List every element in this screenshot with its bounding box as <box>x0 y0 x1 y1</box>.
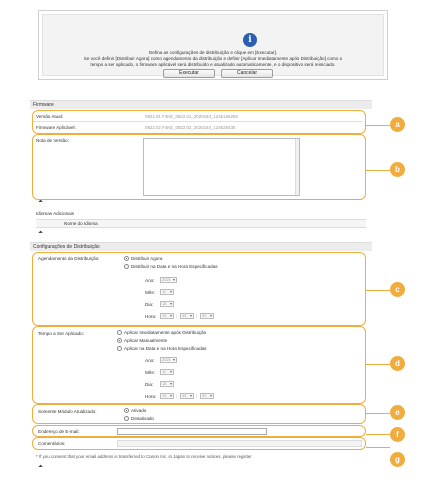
chevron-down-icon: ▾ <box>209 393 212 398</box>
month-label: Mês: <box>145 290 155 295</box>
module-only-label: Somente Módulo Atualizado: <box>38 409 97 414</box>
highlight-g <box>32 437 366 450</box>
day-value: 18 <box>162 301 167 306</box>
chevron-down-icon: ▾ <box>209 313 212 318</box>
apply-time-label: Tempo a Ser Aplicado: <box>38 331 84 336</box>
highlight-e <box>32 404 366 424</box>
day-value: 18 <box>162 381 167 386</box>
callout-d: d <box>390 356 405 371</box>
highlight-a <box>32 110 366 134</box>
chevron-down-icon: ▾ <box>172 277 175 282</box>
comments-label: Comentários: <box>38 441 66 446</box>
month-value: 11 <box>162 369 167 374</box>
highlight-d <box>32 326 366 404</box>
info-dialog <box>38 10 388 80</box>
email-consent-note: * If you consent that your email address is transferred to Canon Inc. in Japan to receive notices, please register <box>36 454 252 459</box>
callout-line-g <box>366 447 390 448</box>
distribution-section-header: Configurações de Distribuição <box>30 242 372 251</box>
month-value: 11 <box>162 289 167 294</box>
collapse-chevron-icon[interactable]: ⏶ <box>38 230 43 236</box>
hour-label: Hora: <box>145 314 157 319</box>
time-separator: : <box>196 394 198 399</box>
callout-line-d <box>366 364 390 365</box>
highlight-f <box>32 425 366 437</box>
info-panel <box>42 14 384 76</box>
chevron-down-icon: ▾ <box>172 357 175 362</box>
callout-e: e <box>390 405 405 420</box>
module-disabled-label: Desativado <box>131 416 154 421</box>
chevron-down-icon: ▾ <box>169 369 172 374</box>
module-enabled-label: Ativado <box>131 408 147 413</box>
chevron-down-icon: ▾ <box>169 393 172 398</box>
distribute-now-label: Distribuir Agora <box>131 256 163 261</box>
day-label: Dia: <box>145 302 154 307</box>
year-label: Ano: <box>145 278 155 283</box>
callout-line-f <box>366 434 390 435</box>
highlight-b <box>32 134 366 200</box>
callout-g: g <box>390 452 405 467</box>
callout-f: f <box>390 427 405 442</box>
firmware-section-header: Firmware <box>30 100 372 109</box>
time-separator: : <box>176 394 178 399</box>
callout-a: a <box>390 117 405 132</box>
year-value: 2021 <box>162 277 171 282</box>
callout-b: b <box>390 162 405 177</box>
info-line-1: Defina as configurações de distribuição e clique em [Executar]. <box>148 50 278 55</box>
minute-value: 45 <box>182 393 187 398</box>
release-notes-label: Nota de Versão: <box>36 138 69 143</box>
collapse-chevron-icon[interactable]: ⏶ <box>38 464 43 470</box>
hour-value: 15 <box>162 313 167 318</box>
email-label: Endereço de E-mail: <box>38 429 80 434</box>
apply-immediately-label: Aplicar Imediatamente após Distribuição <box>124 330 207 335</box>
hour-label: Hora: <box>145 394 157 399</box>
info-line-3: tempo a ser aplicado, o firmware aplicável será distribuído e atualizado automaticamente, e o dispositivo será reiniciado. <box>90 62 336 67</box>
additional-languages-title: Idiomas Adicionais <box>36 211 75 216</box>
chevron-down-icon: ▾ <box>169 313 172 318</box>
day-label: Dia: <box>145 382 154 387</box>
current-version-value: 0822.01 F4KE_0822.01_2020184_1246166269 <box>145 114 238 119</box>
applicable-firmware-value: 0822.02 F4KE_0822.02_2020184_124628435 <box>145 125 236 130</box>
callout-line-c <box>366 290 390 291</box>
callout-line-a <box>366 125 390 126</box>
month-label: Mês: <box>145 370 155 375</box>
language-name-column: Nome do Idioma <box>64 221 98 226</box>
info-line-2: Se você definir [Distribuir Agora] como agendamento da distribuição e definir [Aplicar Imediatamente após Distribuição] como o <box>83 56 343 61</box>
year-value: 2021 <box>162 357 171 362</box>
schedule-label: Agendamento da Distribuição: <box>38 256 100 261</box>
chevron-down-icon: ▾ <box>189 313 192 318</box>
hour-value: 15 <box>162 393 167 398</box>
minute-value: 45 <box>182 313 187 318</box>
apply-scheduled-label: Aplicar na Data e na Hora Especificadas <box>124 346 207 351</box>
apply-manually-label: Aplicar Manualmente <box>124 338 168 343</box>
execute-button[interactable]: Executar <box>163 69 215 78</box>
applicable-firmware-label: Firmware Aplicável: <box>36 125 76 130</box>
second-value: 32 <box>202 313 207 318</box>
chevron-down-icon: ▾ <box>169 381 172 386</box>
highlight-c <box>32 252 366 326</box>
current-version-label: Versão Atual: <box>36 114 64 119</box>
chevron-down-icon: ▾ <box>169 301 172 306</box>
year-label: Ano: <box>145 358 155 363</box>
callout-line-b <box>366 170 390 171</box>
callout-c: c <box>390 282 405 297</box>
distribute-scheduled-label: Distribuir na Data e na Hora Especificadas <box>131 264 218 269</box>
collapse-chevron-icon[interactable]: ⏶ <box>38 199 43 205</box>
languages-table-header <box>36 219 366 228</box>
info-icon: i <box>243 33 257 47</box>
callout-line-e <box>366 413 390 414</box>
time-separator: : <box>176 314 178 319</box>
chevron-down-icon: ▾ <box>189 393 192 398</box>
time-separator: : <box>196 314 198 319</box>
second-value: 32 <box>202 393 207 398</box>
chevron-down-icon: ▾ <box>169 289 172 294</box>
cancel-button[interactable]: Cancelar <box>221 69 273 78</box>
